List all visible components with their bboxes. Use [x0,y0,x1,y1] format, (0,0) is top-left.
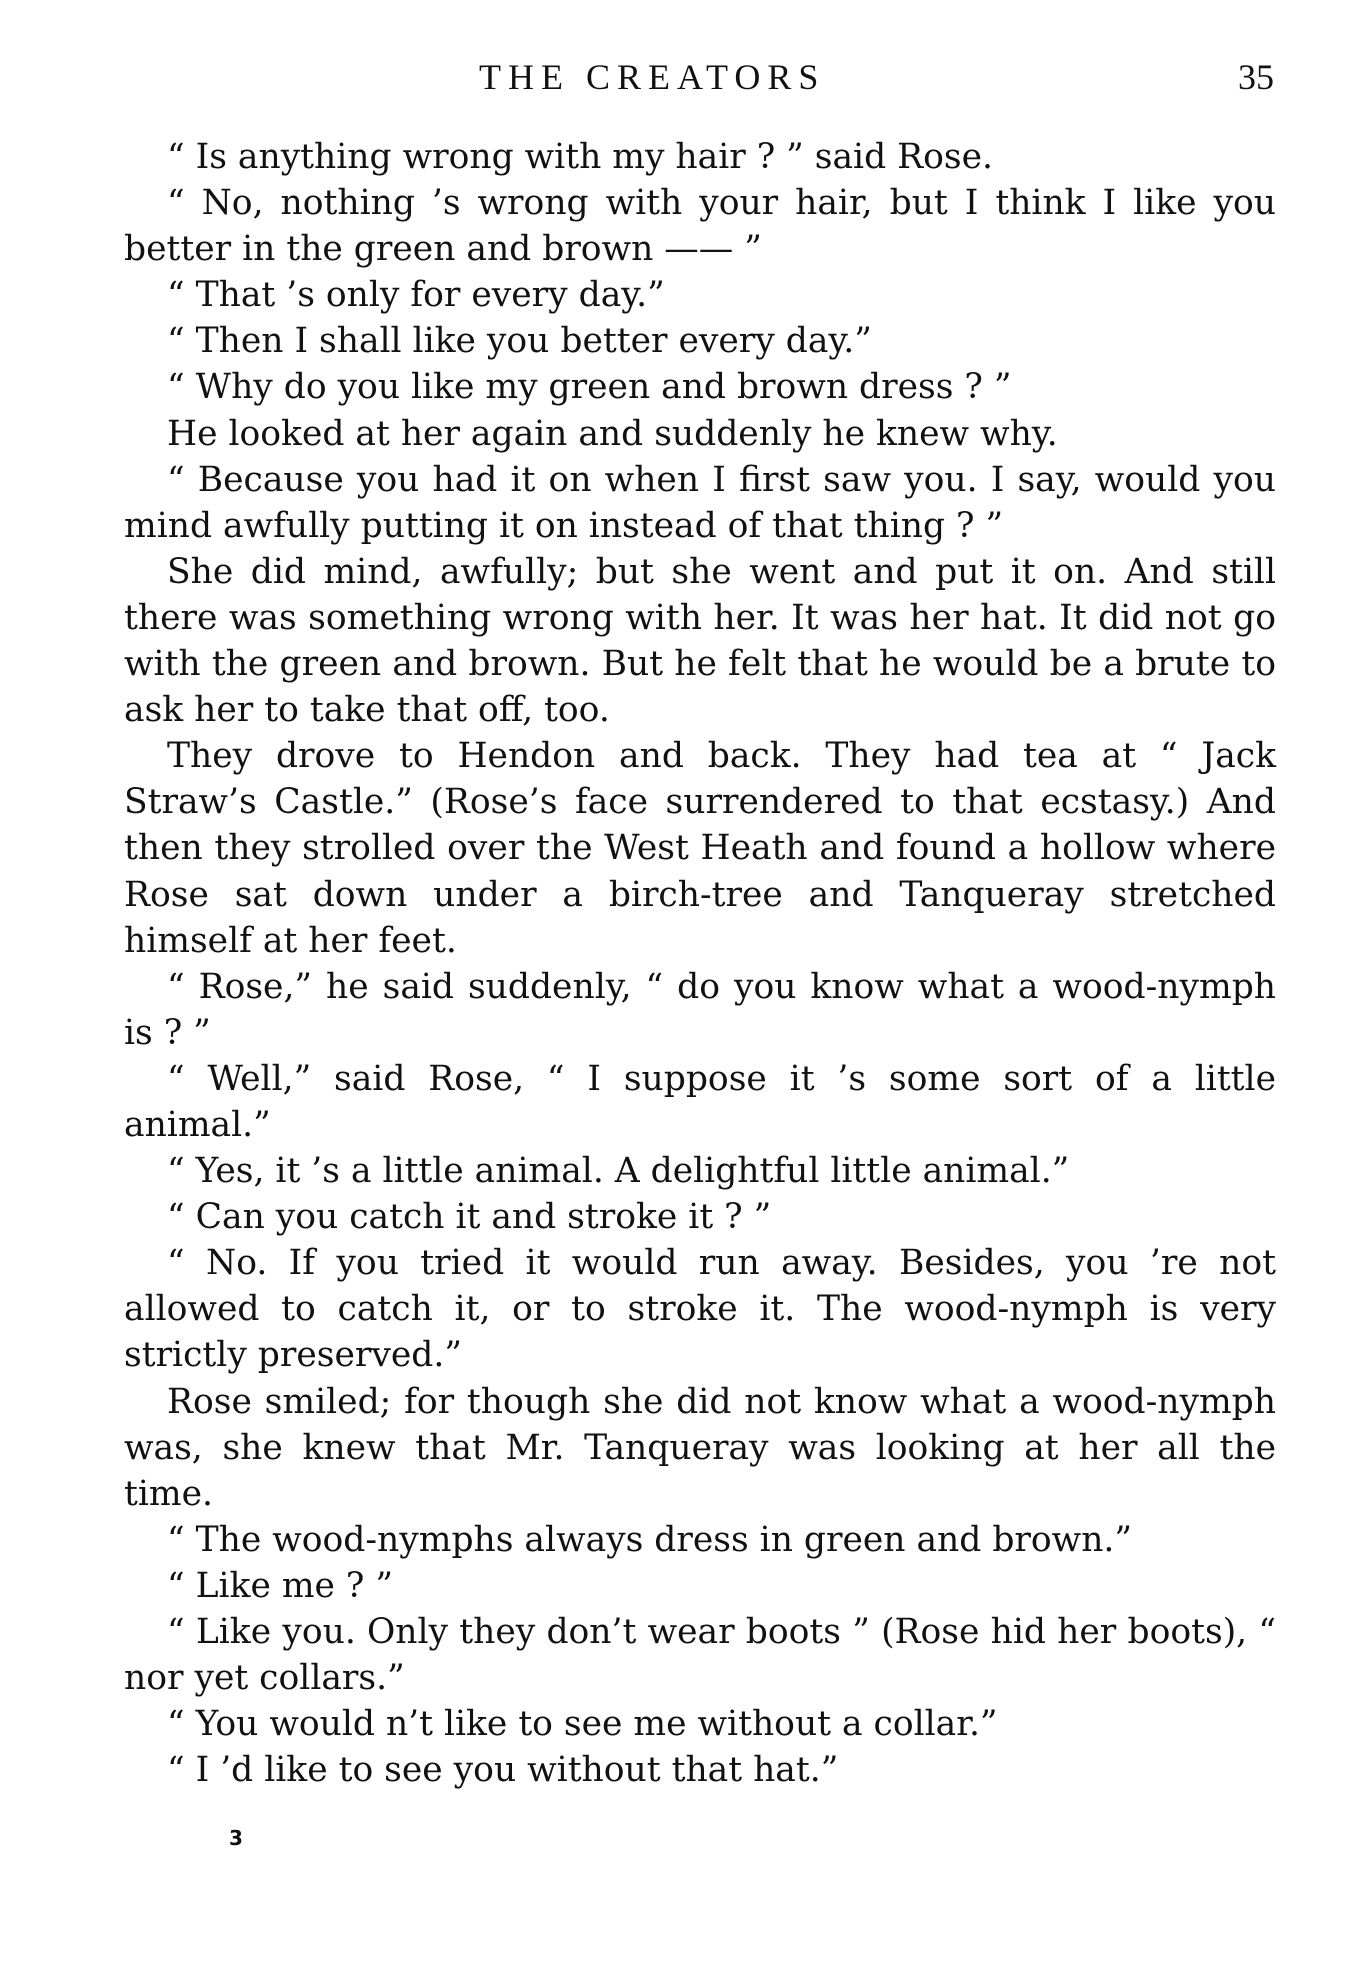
paragraph: “ That ’s only for every day.” [167,275,665,316]
paragraph: “ Like me ? ” [167,1565,394,1606]
printer-signature: 3 [229,1826,243,1850]
paragraph: “ Because you had it on when I first saw you. I say, would you mind awfully putting it on instead of that thing ? ” [124,459,1276,546]
paragraph: They drove to Hendon and back. They had tea at “ Jack Straw’s Castle.” (Rose’s face surrendered to that ecstasy.) And then they strolled over the West Heath and found a hollow where Rose sat down under a birch-tree and Tanqueray stretched himself at her feet. [124,736,1276,961]
paragraph: “ Then I shall like you better every day.” [167,321,872,362]
paragraph: “ Is anything wrong with my hair ? ” said Rose. [167,137,993,177]
paragraph: She did mind, awfully; but she went and put it on. And still there was something wrong with her. It was her hat. It did not go with the green and brown. But he felt that he would be a brute to ask her to take that off, too. [124,551,1276,731]
paragraph: “ No, nothing ’s wrong with your hair, but I think I like you better in the green and brown —— ” [124,183,1276,270]
paragraph: “ Well,” said Rose, “ I suppose it ’s some sort of a little animal.” [124,1058,1276,1145]
paragraph: “ The wood-nymphs always dress in green and brown.” [167,1519,1133,1560]
paragraph: “ Can you catch it and stroke it ? ” [167,1197,772,1238]
paragraph: “ Why do you like my green and brown dress ? ” [167,367,1012,408]
paragraph: “ I ’d like to see you without that hat.” [167,1750,839,1791]
page-number: 35 [1238,57,1274,97]
paragraph: “ Like you. Only they don’t wear boots ” (Rose hid her boots), “ nor yet collars.” [124,1612,1276,1699]
paragraph: “ Yes, it ’s a little animal. A delightful little animal.” [167,1151,1070,1192]
paragraph: “ No. If you tried it would run away. Besides, you ’re not allowed to catch it, or to stroke it. The wood-nymph is very strictly preserved.” [124,1243,1276,1376]
paragraph: He looked at her again and suddenly he knew why. [167,413,1058,454]
paragraph: “ You would n’t like to see me without a collar.” [167,1704,998,1745]
body-text [124,134,1276,1793]
paragraph: Rose smiled; for though she did not know what a wood-nymph was, she knew that Mr. Tanqueray was looking at her all the time. [124,1381,1276,1514]
paragraph: “ Rose,” he said suddenly, “ do you know what a wood-nymph is ? ” [124,966,1276,1053]
book-title: THE CREATORS [479,57,826,97]
running-head [124,52,1274,102]
